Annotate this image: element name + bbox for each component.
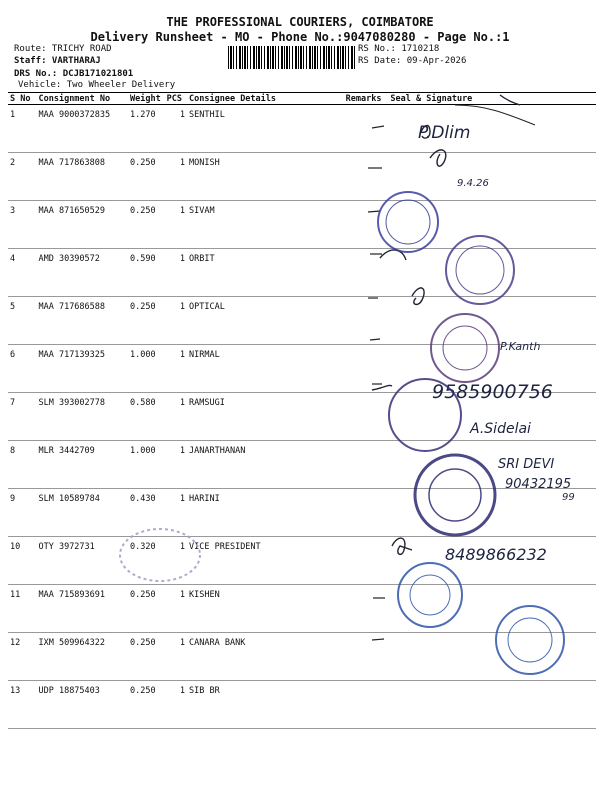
row-weight: 0.580 bbox=[128, 393, 165, 441]
row-consignee: JANARTHANAN bbox=[187, 441, 344, 489]
row-remarks bbox=[344, 489, 389, 537]
row-seal-signature bbox=[388, 345, 596, 393]
row-consignee: SIVAM bbox=[187, 201, 344, 249]
row-consignee: SENTHIL bbox=[187, 105, 344, 153]
row-consignment-no: MAA 717139325 bbox=[36, 345, 128, 393]
row-weight: 0.590 bbox=[128, 249, 165, 297]
row-remarks bbox=[344, 105, 389, 153]
row-weight: 0.250 bbox=[128, 201, 165, 249]
row-seal-signature bbox=[388, 249, 596, 297]
row-seal-signature bbox=[388, 297, 596, 345]
row-pcs: 1 bbox=[165, 633, 187, 681]
row-consignment-no: UDP 18875403 bbox=[36, 681, 128, 729]
row-consignee: NIRMAL bbox=[187, 345, 344, 393]
row-pcs: 1 bbox=[165, 153, 187, 201]
drs-number: DRS No.: DCJB171021801 bbox=[14, 69, 134, 79]
row-consignment-no: MAA 871650529 bbox=[36, 201, 128, 249]
row-pcs: 1 bbox=[165, 681, 187, 729]
row-remarks bbox=[344, 249, 389, 297]
row-pcs: 1 bbox=[165, 201, 187, 249]
row-remarks bbox=[344, 201, 389, 249]
row-pcs: 1 bbox=[165, 345, 187, 393]
row-consignee: HARINI bbox=[187, 489, 344, 537]
col-consignee: Consignee Details bbox=[187, 93, 344, 105]
row-remarks bbox=[344, 537, 389, 585]
row-consignee: SIB BR bbox=[187, 681, 344, 729]
rs-date: RS Date: 09-Apr-2026 bbox=[358, 56, 467, 66]
row-weight: 0.250 bbox=[128, 297, 165, 345]
row-sno: 4 bbox=[8, 249, 36, 297]
col-weight: Weight bbox=[128, 93, 165, 105]
row-consignment-no: MAA 717686588 bbox=[36, 297, 128, 345]
row-consignee: VICE PRESIDENT bbox=[187, 537, 344, 585]
date-row-2: 9.4.26 bbox=[457, 178, 489, 189]
row-pcs: 1 bbox=[165, 249, 187, 297]
row-weight: 0.250 bbox=[128, 681, 165, 729]
col-seal: Seal & Signature bbox=[388, 93, 596, 105]
row-remarks bbox=[344, 393, 389, 441]
row-weight: 0.250 bbox=[128, 153, 165, 201]
row-consignment-no: OTY 3972731 bbox=[36, 537, 128, 585]
row-remarks bbox=[344, 153, 389, 201]
row-sno: 7 bbox=[8, 393, 36, 441]
phone-row-8: 9585900756 bbox=[432, 381, 553, 403]
row-consignment-no: AMD 30390572 bbox=[36, 249, 128, 297]
staff-label: Staff: VARTHARAJ bbox=[14, 56, 101, 66]
row-consignment-no: MAA 715893691 bbox=[36, 585, 128, 633]
row-pcs: 1 bbox=[165, 585, 187, 633]
row-remarks bbox=[344, 633, 389, 681]
rs-number: RS No.: 1710218 bbox=[358, 44, 440, 54]
row-consignment-no: MAA 717863808 bbox=[36, 153, 128, 201]
row-sno: 8 bbox=[8, 441, 36, 489]
row-sno: 11 bbox=[8, 585, 36, 633]
signature-row-1: P.Dlim bbox=[418, 123, 471, 143]
col-sno: S No bbox=[8, 93, 36, 105]
row-seal-signature bbox=[388, 441, 596, 489]
row-pcs: 1 bbox=[165, 489, 187, 537]
table-row bbox=[8, 201, 596, 249]
signature-row-6: P.Kanth bbox=[500, 340, 541, 353]
row-remarks bbox=[344, 681, 389, 729]
row-weight: 0.320 bbox=[128, 537, 165, 585]
row-seal-signature bbox=[388, 633, 596, 681]
row-seal-signature bbox=[388, 489, 596, 537]
table-row bbox=[8, 393, 596, 441]
row-pcs: 1 bbox=[165, 393, 187, 441]
row-consignee: RAMSUGI bbox=[187, 393, 344, 441]
row-weight: 1.000 bbox=[128, 441, 165, 489]
signature-row-8: A.Sidelai bbox=[470, 421, 531, 437]
row-consignee: KISHEN bbox=[187, 585, 344, 633]
table-row bbox=[8, 633, 596, 681]
row-seal-signature bbox=[388, 393, 596, 441]
row-consignment-no: SLM 10589784 bbox=[36, 489, 128, 537]
row-consignment-no: MLR 3442709 bbox=[36, 441, 128, 489]
row-weight: 0.430 bbox=[128, 489, 165, 537]
table-row bbox=[8, 681, 596, 729]
row-sno: 10 bbox=[8, 537, 36, 585]
row-sno: 2 bbox=[8, 153, 36, 201]
table-row bbox=[8, 105, 596, 153]
runsheet-table bbox=[8, 92, 596, 729]
row-consignee: OPTICAL bbox=[187, 297, 344, 345]
table-row bbox=[8, 585, 596, 633]
runsheet-subtitle: Delivery Runsheet - MO - Phone No.:9047080280 - Page No.:1 bbox=[90, 30, 510, 44]
row-consignment-no: IXM 509964322 bbox=[36, 633, 128, 681]
row-weight: 0.250 bbox=[128, 633, 165, 681]
row-seal-signature bbox=[388, 585, 596, 633]
row-seal-signature bbox=[388, 681, 596, 729]
row-remarks bbox=[344, 585, 389, 633]
row-weight: 1.270 bbox=[128, 105, 165, 153]
table-row bbox=[8, 345, 596, 393]
vehicle-label: Vehicle: Two Wheeler Delivery bbox=[18, 80, 176, 90]
row-sno: 13 bbox=[8, 681, 36, 729]
table-header-row bbox=[8, 93, 596, 105]
row-remarks bbox=[344, 345, 389, 393]
row-pcs: 1 bbox=[165, 105, 187, 153]
row-sno: 1 bbox=[8, 105, 36, 153]
row-seal-signature bbox=[388, 105, 596, 153]
row-sno: 3 bbox=[8, 201, 36, 249]
row-pcs: 1 bbox=[165, 537, 187, 585]
row-seal-signature bbox=[388, 153, 596, 201]
table-row bbox=[8, 441, 596, 489]
table-row bbox=[8, 489, 596, 537]
row-seal-signature bbox=[388, 537, 596, 585]
name-row-9: SRI DEVI bbox=[498, 457, 555, 472]
company-title: THE PROFESSIONAL COURIERS, COIMBATORE bbox=[166, 15, 434, 29]
row-consignee: CANARA BANK bbox=[187, 633, 344, 681]
table-row bbox=[8, 153, 596, 201]
row-seal-signature bbox=[388, 201, 596, 249]
row-pcs: 1 bbox=[165, 297, 187, 345]
table-row bbox=[8, 249, 596, 297]
row-remarks bbox=[344, 297, 389, 345]
phone-row-9b: 99 bbox=[562, 492, 575, 503]
row-sno: 9 bbox=[8, 489, 36, 537]
row-consignment-no: MAA 9000372835 bbox=[36, 105, 128, 153]
row-sno: 12 bbox=[8, 633, 36, 681]
row-consignee: ORBIT bbox=[187, 249, 344, 297]
row-remarks bbox=[344, 441, 389, 489]
table-row bbox=[8, 537, 596, 585]
row-consignee: MONISH bbox=[187, 153, 344, 201]
row-pcs: 1 bbox=[165, 441, 187, 489]
row-weight: 0.250 bbox=[128, 585, 165, 633]
row-sno: 5 bbox=[8, 297, 36, 345]
barcode bbox=[228, 46, 356, 69]
col-pcs: PCS bbox=[165, 93, 187, 105]
col-remarks: Remarks bbox=[344, 93, 389, 105]
route-label: Route: TRICHY ROAD bbox=[14, 44, 112, 54]
phone-row-9: 90432195 bbox=[505, 477, 572, 492]
row-sno: 6 bbox=[8, 345, 36, 393]
row-consignment-no: SLM 393002778 bbox=[36, 393, 128, 441]
table-row bbox=[8, 297, 596, 345]
phone-row-11: 8489866232 bbox=[445, 545, 547, 564]
row-weight: 1.000 bbox=[128, 345, 165, 393]
col-consignment: Consignment No bbox=[36, 93, 128, 105]
